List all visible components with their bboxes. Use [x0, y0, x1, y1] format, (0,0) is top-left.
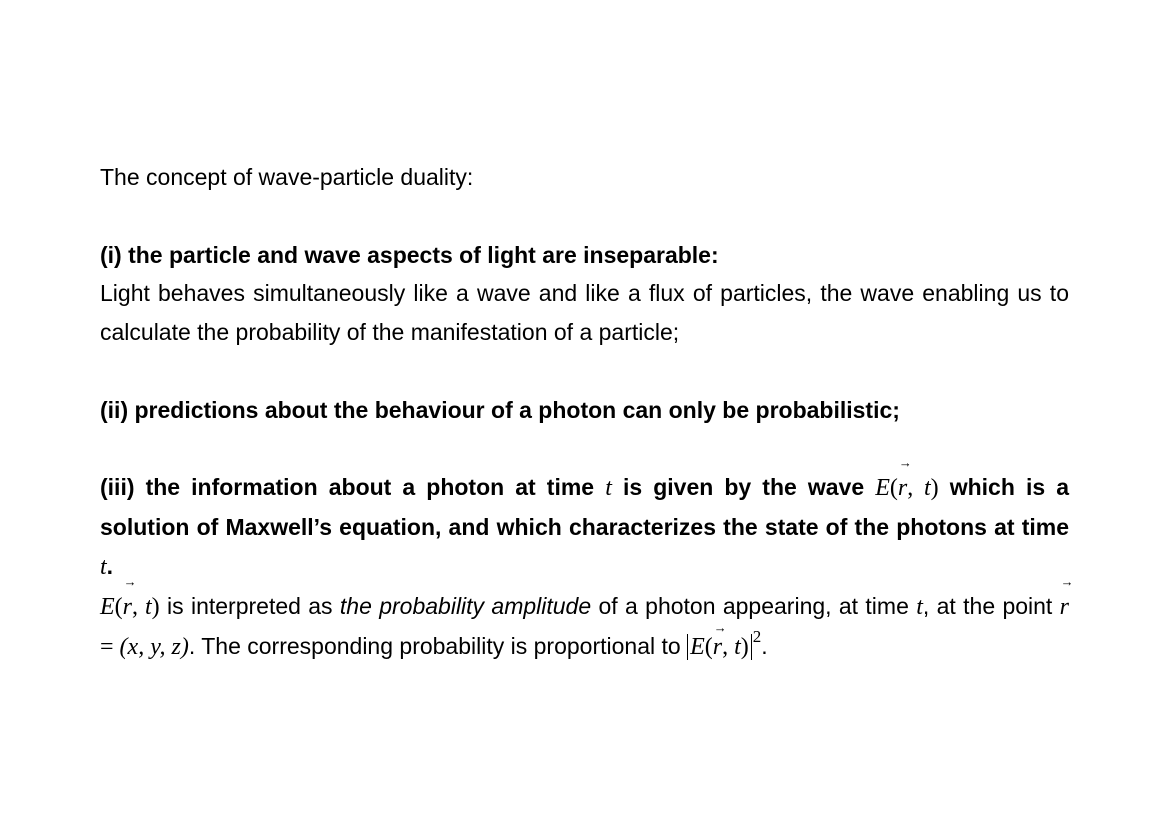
point-iii-body	[100, 587, 1069, 667]
point-i-body: Light behaves simultaneously like a wave and like a flux of particles, the wave enabling us to calculate the probability of the manifestation of a particle;	[100, 280, 1069, 346]
point-ii-heading: (ii) predictions about the behaviour of a photon can only be probabilistic;	[100, 396, 900, 423]
math-symbol: )	[740, 633, 749, 660]
heading-text: which is a solution of Maxwell’s equation, and which characterizes the state of the photons at time	[100, 474, 1070, 541]
heading-text: is given by the wave	[611, 474, 876, 501]
math-modulus-squared	[687, 626, 762, 660]
math-symbol: ,	[722, 633, 735, 660]
intro-line: The concept of wave-particle duality:	[100, 164, 474, 190]
math-position-vector: r →	[713, 634, 722, 660]
math-time-variable: t	[100, 553, 107, 580]
spacer	[100, 197, 1069, 236]
math-symbol: (	[114, 593, 123, 620]
math-symbol: (	[889, 475, 898, 502]
spacer	[100, 352, 1069, 391]
point-iii-heading	[100, 468, 1069, 586]
math-wave-function	[100, 594, 160, 620]
math-symbol: t	[734, 633, 741, 660]
heading-text: .	[106, 552, 114, 579]
body-text: , at the point	[922, 592, 1060, 619]
heading-text: (iii) the information about a photon at time	[100, 474, 606, 501]
spacer	[100, 430, 1069, 469]
body-text: of a photon appearing, at time	[591, 592, 917, 619]
math-absolute-value	[687, 634, 752, 660]
math-symbol: )	[930, 475, 939, 502]
math-symbol: )	[151, 593, 160, 620]
math-time-variable: t	[605, 475, 612, 502]
math-symbol: E	[690, 633, 705, 660]
math-symbol: E	[875, 475, 890, 502]
math-symbol: =	[100, 633, 120, 660]
math-position-vector: r →	[1060, 588, 1069, 627]
point-i-heading: (i) the particle and wave aspects of light are inseparable:	[100, 241, 719, 268]
math-symbol: ,	[907, 475, 924, 502]
math-exponent: 2	[752, 626, 762, 646]
body-text: .	[761, 632, 768, 659]
document-page	[100, 158, 1069, 666]
math-symbol: t	[144, 593, 152, 620]
probability-amplitude-term: the probability amplitude	[339, 592, 592, 619]
math-symbol: ,	[132, 593, 145, 620]
math-position-vector: r →	[123, 588, 132, 627]
math-coordinates: (x, y, z)	[119, 633, 189, 660]
body-text: is interpreted as	[159, 592, 340, 619]
body-text: . The corresponding probability is proportional to	[188, 632, 688, 659]
math-symbol: (	[704, 633, 713, 660]
math-time-variable: t	[916, 593, 923, 620]
math-position-vector: r →	[898, 469, 907, 508]
math-wave-function	[875, 475, 938, 501]
math-symbol: E	[100, 593, 115, 620]
math-symbol: t	[923, 475, 931, 502]
